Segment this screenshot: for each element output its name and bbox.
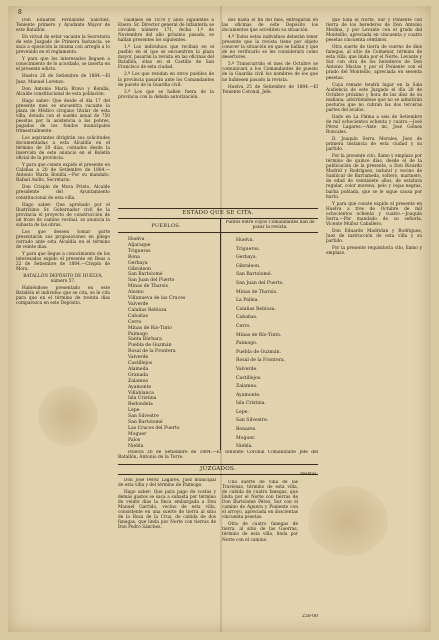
pueblo-item: Palos [128, 437, 141, 443]
pueblo-item: Isla Cristina [128, 396, 157, 402]
signature: Dado en La Palma a seis de Setiembre de mil ochocientos ochenta y cuatro.—José Pérez Lagares.—Ante mí, José Gómez Roncales. [326, 114, 422, 135]
punto-item: Bonares. [236, 427, 257, 433]
pueblo-item: Las Cruces del Puerto [128, 426, 180, 431]
pueblo-item: Lepe [128, 408, 140, 414]
pueblo-item: San Bartolomé [128, 272, 163, 278]
section-heading: BATALLÓN DEPÓSITO DE HUELVA, número 57. [23, 274, 103, 285]
paragraph: Otra de cuatro fanegas de tierra, al sitio de las Guerras, término de esta villa, linda por Norte con el camino. [222, 522, 298, 543]
punto-item: Castillejos. [236, 375, 262, 381]
signature: Y para que conste expido el presente en Huelva a tres de Octubre de mil ochocientos ochenta y cuatro.—Joaquín Serra.—Por mandado de su señoría, Vicente Muñoz Caballero. [326, 201, 422, 227]
paragraph: 2.º Los que residan en otros pueblos de la provincia pasarán ante los Comandantes de puesto de la Guardia civil. [118, 72, 214, 88]
paragraph: D. Joaquín Serra Morales, Juez de primera instancia de esta ciudad y su partido. [326, 137, 422, 153]
punto-item: La Palma. [236, 298, 259, 304]
estado-title: ESTADO QUE SE CITA. [182, 210, 254, 216]
paragraph: 4.º Todos estos individuos deberán tener presente que la revista tiene por objeto conocer la situación en que se hallan y que de no verificarlo se les considerará como desertores. [222, 35, 318, 61]
punto-item: San Juan del Puerto. [236, 280, 284, 286]
pueblo-item: Santa Bárbara [128, 337, 162, 343]
paragraph: Don José Pérez Lagares, Juez municipal de esta villa y del término de Paimogo. [118, 478, 216, 489]
paragraph: Una suerte de viña de las Traviesas, término de esta villa, de cabida de cuatro fanegas, que linda por el Norte con tierras de Don Bartolomé Pérez, Sur con el camino de Aguera y Poniente con el arroyo, apreciada en doscientas cincuenta pesetas. [222, 480, 298, 521]
punto-item: Puebla de Guzmán. [236, 349, 282, 355]
paragraph: caudales de 1878 y años siguientes a Enero. Sr. Director general de Infantería se circulen número 171, fecha 1.º de Noviembre del año próximo pasado, se hallan presentes los siguientes. [118, 18, 214, 44]
paragraph: 3.º Los que se hallen fuera de la provincia con la debida autorización. [118, 89, 214, 100]
pueblo-item: Minas de Tharsis [128, 284, 168, 290]
signature: Y para que conste expido el presente en Calañas a 20 de Setiembre de 1884.—Antonio María Bonilla.—Por su mandato, Rafael Anillo, Secretario. [16, 163, 110, 184]
estado-footer: Huelva 26 de Setiembre de 1884.—El Teniente Coronal Comandante Jefe del Batallón, Antonio de la Torre. [118, 450, 318, 460]
pueblo-item: San Bartolomé [128, 420, 163, 426]
pueblo-item: Zalamea [128, 378, 148, 384]
pueblo-item: Trigueras [128, 248, 151, 254]
paragraph: dos hasta el fin del mes, entregarán en las oficinas de este Depósito los documentos que acrediten su situación. [222, 18, 318, 34]
juzgados-mid [222, 480, 298, 626]
puntos-header: Puntos entre cuyos Comandantes han de pasar la revista. [225, 220, 315, 230]
column-4 [326, 18, 422, 628]
pueblo-item: Huelva [128, 237, 145, 242]
pueblo-item: Rosal de la Frontera [128, 349, 176, 355]
puntos-list [236, 237, 316, 452]
paragraph: Hago saber: Que aprobado por el Ilustrísimo Sr. Gobernador civil de la provincia el proyecto de construcción de un trozo de camino vecinal, se anuncia la subasta de las obras. [16, 202, 110, 228]
punto-item: Valverde. [236, 366, 258, 372]
pueblo-item: Niebla [128, 443, 144, 449]
punto-item: Lepe. [236, 409, 249, 415]
page-number: 8 [18, 9, 22, 16]
pueblo-item: Villanueva de las Cruces [128, 296, 186, 302]
paragraph: que toda el Norte, Sur y Poniente con tierra de los herederos de Don Antonio Medina, y por Levante con el grado del Monteillo, apreciada en cincuenta y cuatro pesetas cincuenta céntimos. [326, 18, 422, 44]
price: 250·00 [301, 614, 318, 619]
punto-item: Minas de Río-Tinto. [236, 332, 282, 338]
paragraph: Hago saber: Que desde el día 17 del presente mes se encuentra vacante la plaza de Médico cirujano titular de esta villa, dotada con el sueldo anual de 750 pesetas por la asistencia a los pobres, pagadas de los fondos municipales trimestralmente. [16, 98, 110, 134]
pueblo-item: Minas de Río-Tinto [128, 325, 172, 331]
newspaper-page [8, 6, 431, 632]
paragraph: Don Eduardo Fernández Sánchez, Teniente primero y Ayudante Mayor de este Batallón. [16, 18, 110, 34]
column-2 [118, 18, 214, 206]
punto-item: Rosal de la Frontera. [236, 358, 286, 364]
pueblo-item: Castillejos [128, 361, 153, 367]
signature: Y para que llegue a conocimiento de los interesados expido el presente en Beas a 22 de Setiembre de 1884.—Crispín de Mora. [16, 251, 110, 273]
punto-item: Cerro. [236, 323, 251, 329]
pueblo-item: Moguer [128, 431, 147, 437]
punto-item: Zalamea. [236, 384, 258, 390]
paragraph: Habiéndose presentado en este Batallón el individuo que se cita, se le cita para que en el término de treinta días comparezca en este Depósito. [16, 286, 110, 307]
punto-item: San Silvestre. [236, 418, 269, 424]
pueblo-item: Bona [128, 254, 140, 260]
paragraph: Otra suerte de tierra de cuerno de diez fanegas, al sitio de Colmenar, término de esta villa, que linda por el Norte, Levante y Sur con otra de los herederos de Don Antonio Macías y por el Poniente con el prado del Monteillo, apreciada en sesenta pesetas. [326, 45, 422, 81]
pueblo-item: Ayamonte [128, 384, 152, 390]
divider [118, 218, 318, 219]
punto-item: Ayamonte. [236, 392, 261, 398]
paragraph: Don Crispín de Mora Prieto, Alcalde presidente del Ayuntamiento constitucional de esta villa. [16, 185, 110, 201]
paragraph: 5.º Transcurrido el mes de Octubre se comunicará a los Comandantes de puesto de la Guardia civil los nombres de los que no hubiesen pasado la revista. [222, 62, 318, 83]
column-1 [16, 18, 110, 398]
paragraph: Los que deseen tomar parte presentarán sus proposiciones en pliego cerrado ante esta Alcaldía en el término de veinte días. [16, 229, 110, 250]
pueblo-item: Puebla de Guzmán [128, 343, 172, 349]
pueblos-list [128, 237, 218, 450]
paragraph: En virtud de estar vacante la Secretaría de este Juzgado de Primera Instancia, se saca a oposición la misma con arreglo a lo prevenido en el reglamento. [16, 35, 110, 56]
pueblo-item: San Juan del Puerto [128, 278, 175, 284]
juzgados-title: JUZGADOS. [200, 466, 236, 472]
paragraph: Cuya remate tendrá lugar en la Sala Audiencia de este Juzgado el día 28 de Octubre próximo y hora de las diez de su mañana; advirtiéndose que no se admitirán posturas que no cubran las dos terceras partes del avalúo. [326, 82, 422, 113]
punto-item: Moguer. [236, 435, 256, 441]
punto-item: Huelva. [236, 238, 254, 243]
table-divider [220, 218, 221, 450]
paragraph: Los aspirantes dirigirán sus solicitudes documentadas a esta Alcaldía en el término de 30 días, contados desde la inserción de este anuncio en el Boletín oficial de la provincia. [16, 135, 110, 162]
punto-item: Minas de Tharsis. [236, 289, 278, 295]
pueblo-item: Redondela [128, 402, 153, 408]
pueblo-item: Valverde [128, 301, 149, 307]
pueblo-item: Alameda [128, 366, 149, 372]
paragraph: Don Antonio María Bravo y Bonilla, Alcalde constitucional de esta población. [16, 86, 110, 97]
pueblo-item: Granada [128, 372, 148, 378]
paragraph: Por la presente cito, llamo y emplazo por término de quince días, desde el de la publicación de la presente, a Don Ricardo Madrid y Rodríguez, natural y vecino de Sanlúcar de Barrameda, soltero, marinero, de edad de veintisiete años, de estatura regular, color moreno, pelo y cejas negras, barba poblada, que se le sigue causa por hurto. [326, 154, 422, 200]
pueblo-item: Calañas Rebloza [128, 307, 167, 313]
punto-item: Gerbaya. [236, 255, 258, 261]
divider [118, 208, 318, 209]
juzgados-left [118, 478, 216, 628]
pueblo-item: Cabañas [128, 313, 148, 319]
punto-item: Niebla. [236, 444, 253, 450]
pueblo-item: Gerbaya [128, 260, 148, 266]
pueblos-header: PUEBLOS. [151, 223, 181, 229]
pueblo-item: Villablanca [128, 390, 154, 396]
divider [118, 464, 318, 465]
paragraph: Hago saber: Que para pago de costas y demás gastos se saca a subasta por término de veinte días la finca embargada a Don Manuel Garrido, vecino de esta villa, consistente en una suerte de tierra al sitio de la Roza de la Cruz, de cabida de dos fanegas, que linda por Norte con tierras de Don Pedro Sánchez. [118, 490, 216, 531]
pueblo-item: Gibraleon [128, 266, 151, 272]
pueblo-item: Alosno [128, 290, 144, 296]
signature: Huelva 25 de Setiembre de 1884.—El Teniente Coronal, Jefe. [222, 84, 318, 95]
paragraph: Don Eduardo Madridan y Rodríguez, Juez de instrucción de esta villa y su partido. [326, 228, 422, 244]
pueblo-item: Cerro [128, 319, 142, 325]
punto-item: Gibraleon. [236, 263, 261, 269]
pueblo-item: Valverde [128, 355, 149, 361]
signature: Huelva 26 de Setiembre de 1884.—El Juez, Manuel Lorenzo. [16, 74, 110, 85]
pueblo-item: Aljaraque [128, 242, 151, 248]
pueblo-item: Paimogo [128, 331, 148, 337]
column-3 [222, 18, 318, 206]
divider [118, 232, 318, 233]
punto-item: Calañas Rebloza. [236, 306, 276, 312]
paragraph: 1.º Los individuos que reciban en el pueblo en el que se encuentren la plaza mayor, pasarán la revista en las oficinas del Batallón, sitas en el Castillo de San Francisco de esta ciudad. [118, 45, 214, 71]
pueblo-item: San Silvestre [128, 414, 159, 420]
punto-item: Cabañas. [236, 315, 258, 321]
punto-item: Trigueros. [236, 246, 261, 252]
paragraph: Por la presente requisitoria cito, llamo y emplazo. [326, 245, 422, 257]
paragraph: Y para que los interesados lleguen a conocimiento de lo acordado, se inserta en el presente edicto. [16, 57, 110, 73]
punto-item: Paimogo. [236, 341, 258, 347]
pesetas-label: Pesetas. [300, 472, 318, 477]
punto-item: San Bartolomé. [236, 272, 272, 278]
punto-item: Isla Cristina. [236, 401, 266, 407]
